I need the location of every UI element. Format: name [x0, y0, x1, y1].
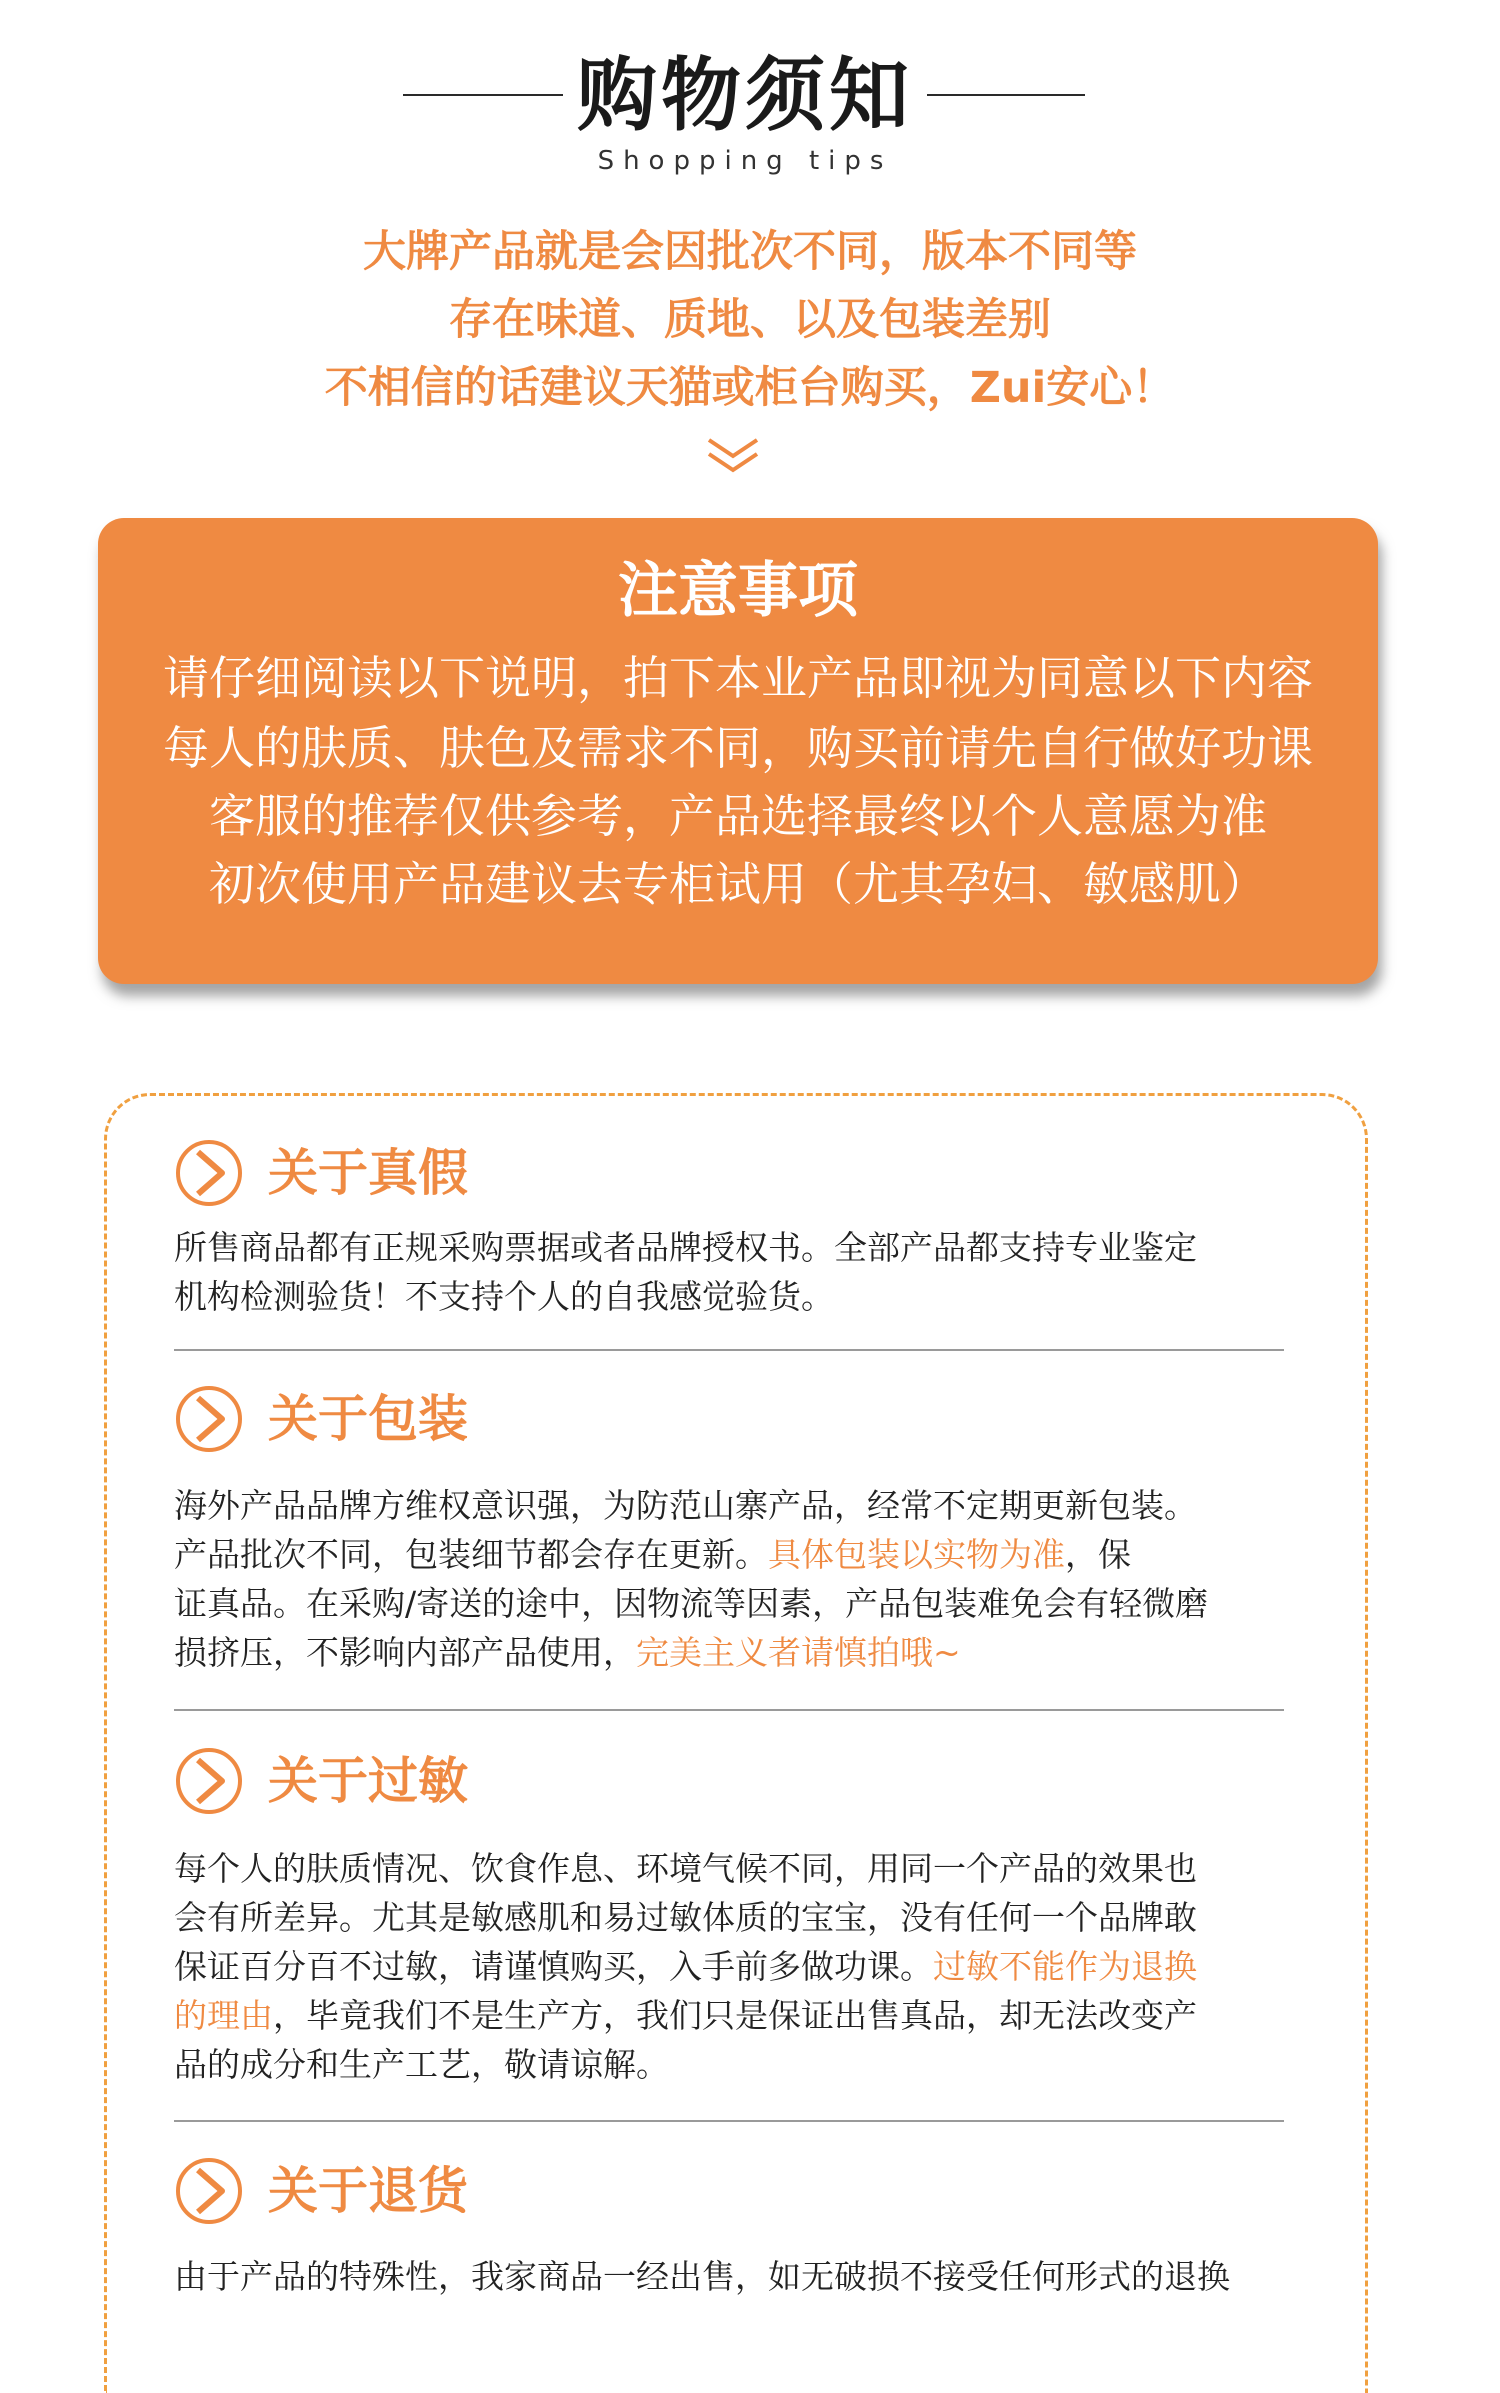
text-line [174, 1893, 1334, 1942]
text-segment: 损挤压，不影响内部产品使用， [174, 1633, 636, 1672]
text-line [174, 2040, 1334, 2089]
promo-line-1: 大牌产品就是会因批次不同，版本不同等 [363, 227, 1137, 277]
text-segment: 海外产品品牌方维权意识强，为防范山寨产品，经常不定期更新包装。 [174, 1486, 1197, 1525]
chevron-circle-right-icon [174, 1746, 244, 1816]
header-rule-left [403, 94, 563, 96]
section-divider [174, 2120, 1284, 2122]
text-line [174, 1481, 1334, 1530]
text-line [174, 2252, 1334, 2301]
notice-title: 注意事项 [618, 556, 858, 626]
promo-line-3: 不相信的话建议天猫或柜台购买，Zui安心！ [324, 363, 1176, 413]
page-title: 购物须知 [577, 49, 913, 142]
section-divider [174, 1709, 1284, 1711]
double-chevron-down-icon [705, 436, 761, 476]
section-title-returns: 关于退货 [268, 2162, 468, 2220]
text-segment: 会有所差异。尤其是敏感肌和易过敏体质的宝宝，没有任何一个品牌敢 [174, 1898, 1197, 1937]
text-segment: 保证百分百不过敏，请谨慎购买，入手前多做功课。 [174, 1947, 933, 1986]
section-text-returns [174, 2252, 1334, 2301]
chevron-circle-right-icon [174, 1384, 244, 1454]
text-segment: 产品批次不同，包装细节都会存在更新。 [174, 1535, 768, 1574]
text-segment: 品的成分和生产工艺，敬请谅解。 [174, 2045, 669, 2084]
text-segment: ，保 [1065, 1535, 1131, 1574]
text-line [174, 1844, 1334, 1893]
text-segment: ，毕竟我们不是生产方，我们只是保证出售真品，却无法改变产 [273, 1996, 1197, 2035]
chevron-circle-right-icon [174, 1138, 244, 1208]
highlight-text: 过敏不能作为退换 [933, 1947, 1197, 1986]
highlight-text: 完美主义者请慎拍哦~ [636, 1633, 961, 1672]
section-text-allergy [174, 1844, 1334, 2089]
section-title-allergy: 关于过敏 [268, 1752, 468, 1810]
text-segment: 所售商品都有正规采购票据或者品牌授权书。全部产品都支持专业鉴定 [174, 1228, 1197, 1267]
header-rule-right [927, 94, 1085, 96]
text-line [174, 1272, 1334, 1321]
promo-line-2: 存在味道、质地、以及包装差别 [449, 295, 1051, 345]
section-title-packaging: 关于包装 [268, 1390, 468, 1448]
page-subtitle: Shopping tips [597, 146, 893, 176]
text-line [174, 1628, 1334, 1677]
notice-panel [98, 518, 1378, 984]
text-line [174, 1530, 1334, 1579]
notice-line-1: 请仔细阅读以下说明，拍下本业产品即视为同意以下内容 [163, 651, 1313, 705]
highlight-text: 的理由 [174, 1996, 273, 2035]
section-text-packaging [174, 1481, 1334, 1677]
text-line [174, 1223, 1334, 1272]
text-segment: 由于产品的特殊性，我家商品一经出售，如无破损不接受任何形式的退换 [174, 2257, 1230, 2296]
section-text-authenticity [174, 1223, 1334, 1321]
notice-line-3: 客服的推荐仅供参考，产品选择最终以个人意愿为准 [209, 789, 1267, 843]
section-title-authenticity: 关于真假 [268, 1144, 468, 1202]
section-divider [174, 1349, 1284, 1351]
text-line [174, 1942, 1334, 1991]
text-segment: 机构检测验货！不支持个人的自我感觉验货。 [174, 1277, 834, 1316]
text-segment: 每个人的肤质情况、饮食作息、环境气候不同，用同一个产品的效果也 [174, 1849, 1197, 1888]
text-line [174, 1991, 1334, 2040]
text-segment: 证真品。在采购/寄送的途中，因物流等因素，产品包装难免会有轻微磨 [174, 1584, 1209, 1623]
notice-line-2: 每人的肤质、肤色及需求不同，购买前请先自行做好功课 [163, 721, 1313, 775]
highlight-text: 具体包装以实物为准 [768, 1535, 1065, 1574]
notice-line-4: 初次使用产品建议去专柜试用（尤其孕妇、敏感肌） [209, 857, 1267, 911]
text-line [174, 1579, 1334, 1628]
chevron-circle-right-icon [174, 2156, 244, 2226]
